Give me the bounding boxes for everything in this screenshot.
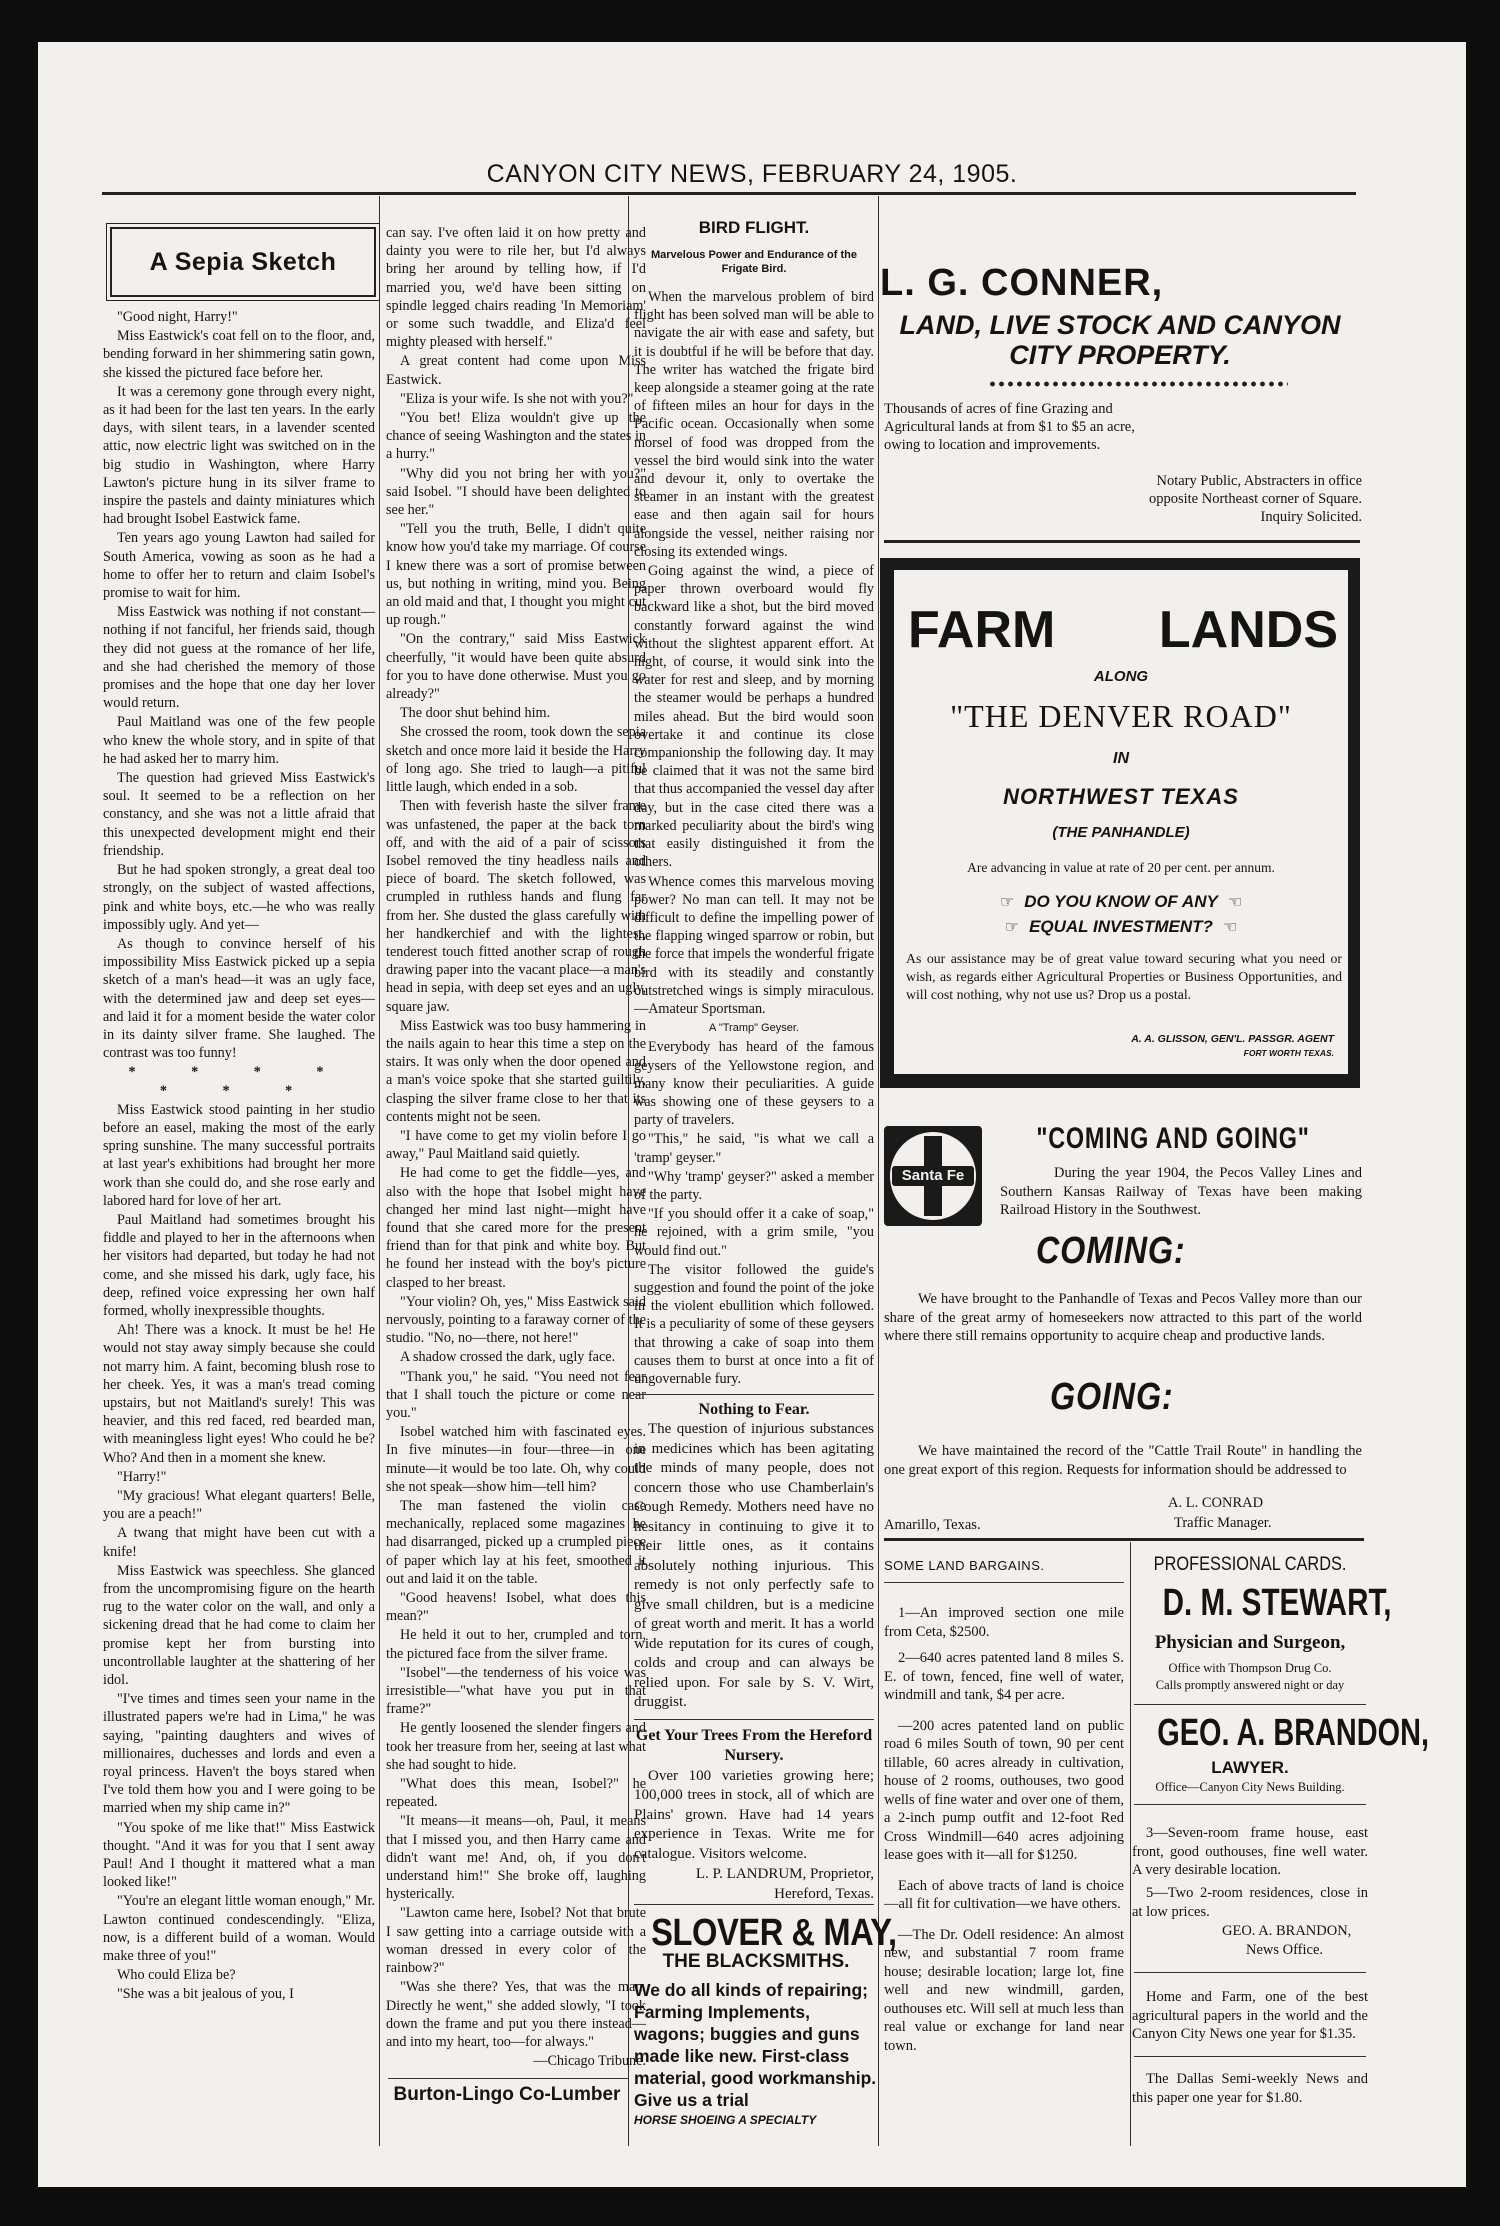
rule [634,1904,874,1905]
story-paragraph: "You spoke of me like that!" Miss Eastwick thought. "And it was for you that I sent away Paul! And I thought it mattered what a man looked like!" [103,1819,375,1891]
story-paragraph: She crossed the room, took down the sepia sketch and once more laid it beside the Harry of long ago. She tried to laugh—a pitiful little laugh, which ended in a sob. [386,724,646,796]
section-stars: * * * * * * * [128,1064,350,1099]
pointing-hand-icon: ☞ [999,894,1015,911]
dot-divider [988,380,1288,388]
slover-subtitle: THE BLACKSMITHS. [662,1951,850,1972]
coming-going-heading: "COMING AND GOING" [1036,1122,1310,1155]
story-paragraph: Miss Eastwick was too busy hammering in the nails again to hear this time a step on the stairs. It was only when the door opened and a man's voice spoke that she started guiltily, clasping the silver frame close to her that its contents might not be seen. [386,1017,646,1125]
story-paragraph: He gently loosened the slender fingers and took her treasure from her, seeing at last what she had sought to hide. [386,1720,646,1773]
going-heading: GOING: [1050,1376,1174,1418]
rule [634,1719,874,1720]
sepia-story-col1 [103,308,375,2005]
rule [884,540,1360,543]
story-paragraph: "Isobel"—the tenderness of his voice was irresistible—"what have you put in that frame?" [386,1664,646,1718]
farm-word: FARM [908,601,1056,659]
story-paragraph: "Thank you," he said. "You need not fear that I shall touch the picture or come near you." [386,1368,646,1421]
article-paragraph: Over 100 varieties growing here; 100,000 trees in stock, all of which are Plains' grown. Have had 14 years experience in Texas. Write me for catalogue. Visitors welcome. [634,1767,874,1862]
farm-lands-inner [894,570,1348,1074]
sepia-story-col2 [386,224,646,2071]
trees-signature: Hereford, Texas. [774,1885,874,1902]
bird-flight-title: BIRD FLIGHT. [698,218,810,237]
newspaper-page [38,42,1466,2187]
stewart-name: D. M. STEWART, [1162,1582,1392,1624]
story-paragraph: "She was a bit jealous of you, I [117,1986,294,2003]
story-paragraph: Isobel watched him with fascinated eyes. In five minutes—in four—three—in one minute—it would be too late. Oh, why could she not speak—show him—tell him? [386,1424,646,1495]
article-paragraph: "Why 'tramp' geyser?" asked a member of the party. [634,1168,874,1203]
story-paragraph: "Harry!" [117,1468,167,1485]
pointing-hand-icon: ☜ [1227,894,1243,911]
story-paragraph: "Why did you not bring her with you?" said Isobel. "I should have been delighted to see her." [386,465,646,519]
rule [1134,1704,1366,1705]
pointing-hand-icon: ☜ [1222,919,1238,936]
story-source: —Chicago Tribune. [533,2053,646,2070]
conner-name: L. G. CONNER, [880,262,1164,304]
rule [1134,2056,1366,2057]
farm-advancing: Are advancing in value at rate of 20 per cent. per annum. [967,860,1275,875]
farm-assistance-text: As our assistance may be of great value toward securing what you need or wish, as regards either Agricultural Properties or Business Opportunities, and will cost nothing, why not use us? Drop us a postal. [906,951,1342,1002]
story-paragraph: Who could Eliza be? [117,1967,236,1984]
story-paragraph: "It means—it means—oh, Paul, it means that I missed you, and then Harry came and didn't want me! And, oh, if you don't understand him!" She broke off, laughing hysterically. [386,1813,646,1903]
story-paragraph: The door shut behind him. [400,705,551,722]
story-paragraph: "Lawton came here, Isobel? Not that brute I saw getting into a carriage outside with a woman dressed in every color of the rainbow?" [386,1905,646,1977]
story-paragraph: He had come to get the fiddle—yes, and also with the hope that Isobel might have changed her mind last night—might have found that she cared more for the present friend than for that pink and white boy. But he found her instead with the boy's picture clasped to her breast. [386,1165,646,1291]
brandon-name: GEO. A. BRANDON, [1157,1712,1429,1754]
story-paragraph: "Eliza is your wife. Is she not with you?" [400,390,634,407]
masthead: CANYON CITY NEWS, FEBRUARY 24, 1905. [486,160,1018,188]
trees-title: Get Your Trees From the Hereford Nursery. [635,1726,873,1764]
professional-cards-heading: PROFESSIONAL CARDS. [1153,1554,1347,1575]
story-paragraph: Miss Eastwick was nothing if not constant—nothing if not fanciful, her friends said, though they did not guess at the romance of her life, and she had cherished the memory of those promises and the hope that one day her lover would return. [103,604,375,712]
story-paragraph: Miss Eastwick's coat fell on to the floor, and, bending forward in her shimmering satin gown, she kissed the pictured face before her. [103,328,375,381]
story-paragraph: "I have come to get my violin before I go away," Paul Maitland said quietly. [386,1127,646,1163]
story-paragraph: The man fastened the violin case mechanically, replaced some magazines he had disarranged, picked up a crumpled piece of paper which lay at his feet, smoothed it out and laid it on the table. [386,1498,646,1587]
story-paragraph: Miss Eastwick stood painting in her studio before an easel, making the most of the early spring sunshine. The many successful portraits at last year's exhibitions had brought her more work than she could do, and she rose early and labored hard for love of her art. [103,1101,375,1209]
conrad-name: A. L. CONRAD [1168,1495,1264,1511]
story-paragraph: Ah! There was a knock. It must be he! He would not stay away simply because she could not marry him. A faint, becoming blush rose to her cheek. Yes, it was a man's tread coming upstairs, but not Maitland's surely! This was heavier, and this red faced, red bearded man, with meaningless light eyes! Who could he be? Who? And then in a moment she knew. [103,1322,375,1466]
trees-signature: L. P. LANDRUM, Proprietor, [695,1866,874,1883]
farm-question-line2: EQUAL INVESTMENT? [1029,917,1213,936]
coming-going-intro: During the year 1904, the Pecos Valley Lines and Southern Kansas Railway of Texas have been making Railroad History in the Southwest. [1000,1165,1362,1218]
land-item: Each of above tracts of land is choice—all fit for cultivation—we have others. [884,1877,1124,1912]
rule [634,1394,874,1395]
farm-northwest-texas: NORTHWEST TEXAS [1003,784,1239,809]
story-paragraph: "You're an elegant little woman enough," Mr. Lawton continued condescendingly. "Eliza, now, is a different build of a woman. Would make three of you!" [103,1893,375,1965]
farm-denver-road: "THE DENVER ROAD" [950,698,1292,734]
rule [1134,1972,1366,1973]
story-paragraph: "What does this mean, Isobel?" he repeated. [386,1776,646,1811]
conrad-place: Amarillo, Texas. [884,1517,981,1533]
coming-heading: COMING: [1036,1230,1186,1272]
sepia-title: A Sepia Sketch [149,247,337,276]
brandon-sig-office: News Office. [1246,1941,1324,1958]
land-bargains-list [884,1604,1124,2056]
article-paragraph: When the marvelous problem of bird flight has been solved man will be able to navigate the air with ease and safety, but it is doubtful if he will be before that day. The writer has watched the frigate bird keep alongside a steamer going at the rate of fifteen miles an hour for days in the Pacific ocean. Occasionally when some morsel of food was dropped from the vessel the bird would sink into the water and devour it, only to overtake the steamer in an instant with the greatest ease and then again sail for hours alongside the vessel, neither raising nor closing its extended wings. [634,289,874,560]
story-paragraph: Miss Eastwick was speechless. She glanced from the uncompromising figure on the hearth rug to the water color on the wall, and only a sickening dread that he had come to claim her promise kept her from bursting into uncontrollable laughter at the shattering of her idol. [103,1562,375,1689]
nothing-to-fear-title: Nothing to Fear. [698,1401,810,1419]
farm-question [894,890,1348,940]
dallas-text: The Dallas Semi-weekly News and this paper one year for $1.80. [1132,2071,1368,2106]
geyser-title: A "Tramp" Geyser. [709,1022,799,1035]
stewart-calls-line: Calls promptly answered night or day [1155,1678,1345,1692]
land-item-3 [1132,1824,1368,1880]
story-paragraph: "On the contrary," said Miss Eastwick cheerfully, "it would have been quite absurd for you to have done otherwise. Must you go already?" [386,631,646,703]
slover-body: We do all kinds of repairing; Farming Implements, wagons; buggies and guns made like new. First-class material, good workmanship. Give us a trial [634,1980,877,2110]
coming-text: We have brought to the Panhandle of Texas and Pecos Valley more than our share of the great army of homeseekers now attracted to this part of the world where there still remains opportunity to acquire cheap and productive lands. [884,1291,1362,1344]
rule [884,1538,1364,1541]
story-paragraph: can say. I've often laid it on how pretty and dainty you were to rile her, but I'd always bring her around by telling how, if I'd married you, we'd have been sitting on spindle legged chairs reading 'In Memoriam' or some such twaddle, and Eliza'd feel mighty pleased with herself." [386,225,646,351]
story-paragraph: Then with feverish haste the silver frame was unfastened, the paper at the back torn off, and with the aid of a pair of scissors Isobel removed the tiny headless nails and piece of board. The sketch followed, was crumpled in ruthless hands and flung far from her. She dusted the glass carefully with her handkerchief and with the lightest, tenderest touch fitted another scrap of rough drawing paper into the vacant place—a man's head in sepia, with deep set eyes and an ugly, square jaw. [386,798,646,1015]
slover-title: SLOVER & MAY, [651,1912,897,1954]
story-paragraph: "You bet! Eliza wouldn't give up the chance of seeing Washington and the states in a hurry." [386,410,646,463]
story-paragraph: "I've times and times seen your name in the illustrated papers we're had in Lima," he was saying, "painting daughters and wives of millionaires, duchesses and lords and even a royal princess. Haven't the boys stared when I've told them how you and I were going to be married when my ship came in?" [103,1691,375,1817]
article-paragraph: Going against the wind, a piece of paper thrown overboard would fly backward like a shot, but the bird moved constantly forward against the wind without the slightest apparent effort. At night, of course, it would sink into the water for rest and sleep, and by morning the steamer would be perhaps a hundred miles ahead. But the bird would soon overtake it and continue its close companionship the following day. It may be claimed that it was not the same bird that thus accompanied the vessel day after day, but in the case cited there was a marked peculiarity about the bird's wing that easily distinguished it from the others. [634,563,874,871]
farm-in: IN [1113,750,1129,767]
dallas-offer [1132,2070,1368,2107]
article-paragraph: Whence comes this marvelous moving power? No man can tell. It may not be difficult to define the impelling power of the flapping winged sparrow or robin, but the force that impels the wonderful frigate bird with its steadily and constantly outstretched wings is simply miraculous.—Amateur Sportsman. [634,873,874,1017]
farm-panhandle: (THE PANHANDLE) [1052,824,1190,841]
farm-agent [1131,1032,1334,1060]
story-paragraph: He held it out to her, crumpled and torn, the pictured face from the silver frame. [386,1627,646,1662]
masthead-rule [102,192,1356,195]
story-paragraph: A shadow crossed the dark, ugly face. [400,1349,616,1366]
rule [1134,1804,1366,1805]
farm-question-line1: DO YOU KNOW OF ANY [1024,892,1218,911]
farm-agent-city: FORT WORTH TEXAS. [1243,1048,1334,1058]
rule [884,1582,1124,1583]
stewart-office [1128,1660,1372,1694]
brandon-lawyer: LAWYER. [1211,1758,1289,1777]
story-paragraph: "Good heavens! Isobel, what does this mean?" [386,1590,646,1625]
story-paragraph: "Your violin? Oh, yes," Miss Eastwick said nervously, pointing to a faraway corner of the studio. "No, no—there, not here!" [386,1293,646,1347]
farm-lands-ad [880,558,1360,1088]
conner-notary: Notary Public, Abstracters in office opposite Northeast corner of Square. Inquiry Solicited. [1148,473,1362,525]
land-item: —200 acres patented land on public road 6 miles South of town, 90 per cent tillable, 60 acres already in cultivation, house of 2 rooms, outhouses, two good wells of fine water and over one of them, a 2-inch pump outfit and 12-foot Red Cross Windmill—640 acres adjoining lease goes with it—all for $1250. [884,1717,1124,1863]
santa-fe-wordmark: Santa Fe [892,1166,974,1186]
article-paragraph: The question of injurious substances in medicines which has been agitating the minds of many people, does not concern those who use Chamberlain's Cough Remedy. Mothers need have no hesitancy in continuing to give it to their little ones, as it contains absolutely nothing injurious. This remedy is not only perfectly safe to give small children, but is a medicine of great worth and merit. It has a world wide reputation for its cures of cough, colds and croup and can always be relied upon. For sale by S. V. Wirt, druggist. [634,1421,874,1711]
story-paragraph: "Good night, Harry!" [117,309,238,325]
home-farm-text: Home and Farm, one of the best agricultural papers in the world and the Canyon City News one year for $1.35. [1132,1989,1368,2042]
santa-fe-logo [884,1126,982,1226]
land-item: 3—Seven-room frame house, east front, good outhouses, fine well water. A very desirable location. [1132,1825,1368,1878]
farm-along: ALONG [1093,668,1149,685]
land-bargains-heading: SOME LAND BARGAINS. [884,1558,1045,1573]
story-paragraph: But he had spoken strongly, a great deal too strongly, on the subject of wasted affections, pink and white boys, etc.—he who was really impossibly ugly. And yet— [103,862,375,933]
farm-agent-name: A. A. GLISSON, GEN'L. PASSGR. AGENT [1131,1033,1334,1045]
burton-lingo-ad: Burton-Lingo Co-Lumber [393,2084,621,2105]
article-paragraph: The visitor followed the guide's suggestion and found the point of the joke in the violent ebullition which followed. It is a peculiarity of some of these geysers that throwing a cake of soap into them causes them to burst at once into a fit of ungovernable fury. [634,1261,874,1387]
conner-text: Thousands of acres of fine Grazing and Agricultural lands at from $1 to $5 an acre, owing to location and improvements. [884,401,1135,453]
stewart-profession: Physician and Surgeon, [1154,1632,1346,1653]
story-paragraph: The question had grieved Miss Eastwick's soul. It seemed to be a reflection on her constancy, and she was not a little afraid that this unexpected development might end their friendship. [103,770,375,859]
bird-flight-col [634,288,874,1904]
story-paragraph: Paul Maitland was one of the few people who knew the whole story, and in spite of that he had asked her to marry him. [103,714,375,767]
story-paragraph: Paul Maitland had sometimes brought his fiddle and played to her in the afternoons when her visitors had departed, but today he had not come, and she missed his dark, ugly face, his deep, refined voice expressing her own half formed, wholly inexpressible thoughts. [103,1211,375,1319]
lands-word: LANDS [1158,601,1338,659]
land-item: 1—An improved section one mile from Ceta, $2500. [884,1605,1124,1640]
going-text: We have maintained the record of the "Cattle Trail Route" in handling the one great export of this region. Requests for information should be addressed to [884,1443,1362,1478]
slover-footer: HORSE SHOEING A SPECIALTY [634,2113,817,2127]
column-rule [379,196,380,2146]
brandon-signature [1132,1922,1368,1959]
article-paragraph: "This," he said, "is what we call a 'tramp' geyser." [634,1131,874,1166]
land-item: 5—Two 2-room residences, close in at low prices. [1132,1885,1368,1920]
story-paragraph: A great content had come upon Miss Eastwick. [386,353,646,388]
story-paragraph: "Tell you the truth, Belle, I didn't quite know how you'd take my marriage. Of course I knew there was a sort of promise between us, but nothing in writing, mind you. Being an old maid and that, I thought you might cut up rough." [386,521,646,629]
land-item-5 [1132,1884,1368,1921]
story-paragraph: "My gracious! What elegant quarters! Belle, you are a peach!" [103,1488,375,1523]
article-paragraph: Everybody has heard of the famous geysers of the Yellowstone region, and many know their peculiarities. A guide was showing one of these geysers to a party of travelers. [634,1039,874,1129]
bird-flight-subtitle: Marvelous Power and Endurance of the Frigate Bird. [651,249,857,275]
rule [388,2078,628,2079]
home-farm-offer [1132,1988,1368,2044]
story-paragraph: "Was she there? Yes, that was the man. Directly he went," she added slowly, "I took down the frame and put you there instead—and into my heart, too—for always." [386,1979,646,2050]
conner-tagline: LAND, LIVE STOCK AND CANYON CITY PROPERTY. [899,310,1341,370]
land-item: —The Dr. Odell residence: An almost new, and substantial 7 room frame house; desirable location; large lot, fine well and new windmill, garden, outhouses etc. Will sell at much less than real value or exchange for land near town. [884,1926,1124,2054]
brandon-sig-name: GEO. A. BRANDON, [1222,1923,1352,1939]
conrad-title: Traffic Manager. [1174,1515,1272,1531]
story-paragraph: As though to convince herself of his impossibility Miss Eastwick picked up a sepia sketch of a man's head—it was an ugly face, with the determined jaw and deep set eyes—and laid it for a moment beside the water color in its dainty silver frame. She laughed. The contrast was too funny! [103,935,375,1062]
sepia-title-box [110,227,376,297]
column-rule [878,196,879,2146]
story-paragraph: A twang that might have been cut with a knife! [103,1525,375,1560]
brandon-office: Office—Canyon City News Building. [1155,1780,1345,1794]
article-paragraph: "If you should offer it a cake of soap," he rejoined, with a grim smile, "you would find out." [634,1206,874,1259]
story-paragraph: Ten years ago young Lawton had sailed for South America, vowing as soon as he had a home to offer her to return and claim Isobel's promise to wait for him. [103,530,375,602]
stewart-office-line: Office with Thompson Drug Co. [1168,1661,1332,1675]
story-paragraph: It was a ceremony gone through every night, as it had been for the last ten years. In the early days, with silent tears, in a lavender scented attic, now electric light was switched on in the big studio in Washington, where Harry Lawton's picture hung in its silver frame to inspire the pastels and dainty miniatures which had brought Isobel Eastwick fame. [103,383,375,528]
land-item: 2—640 acres patented land 8 miles S. E. of town, fenced, fine well of water, windmill and tank, $4 per acre. [884,1650,1124,1703]
pointing-hand-icon: ☞ [1004,919,1020,936]
slover-may-ad [634,1912,897,2127]
